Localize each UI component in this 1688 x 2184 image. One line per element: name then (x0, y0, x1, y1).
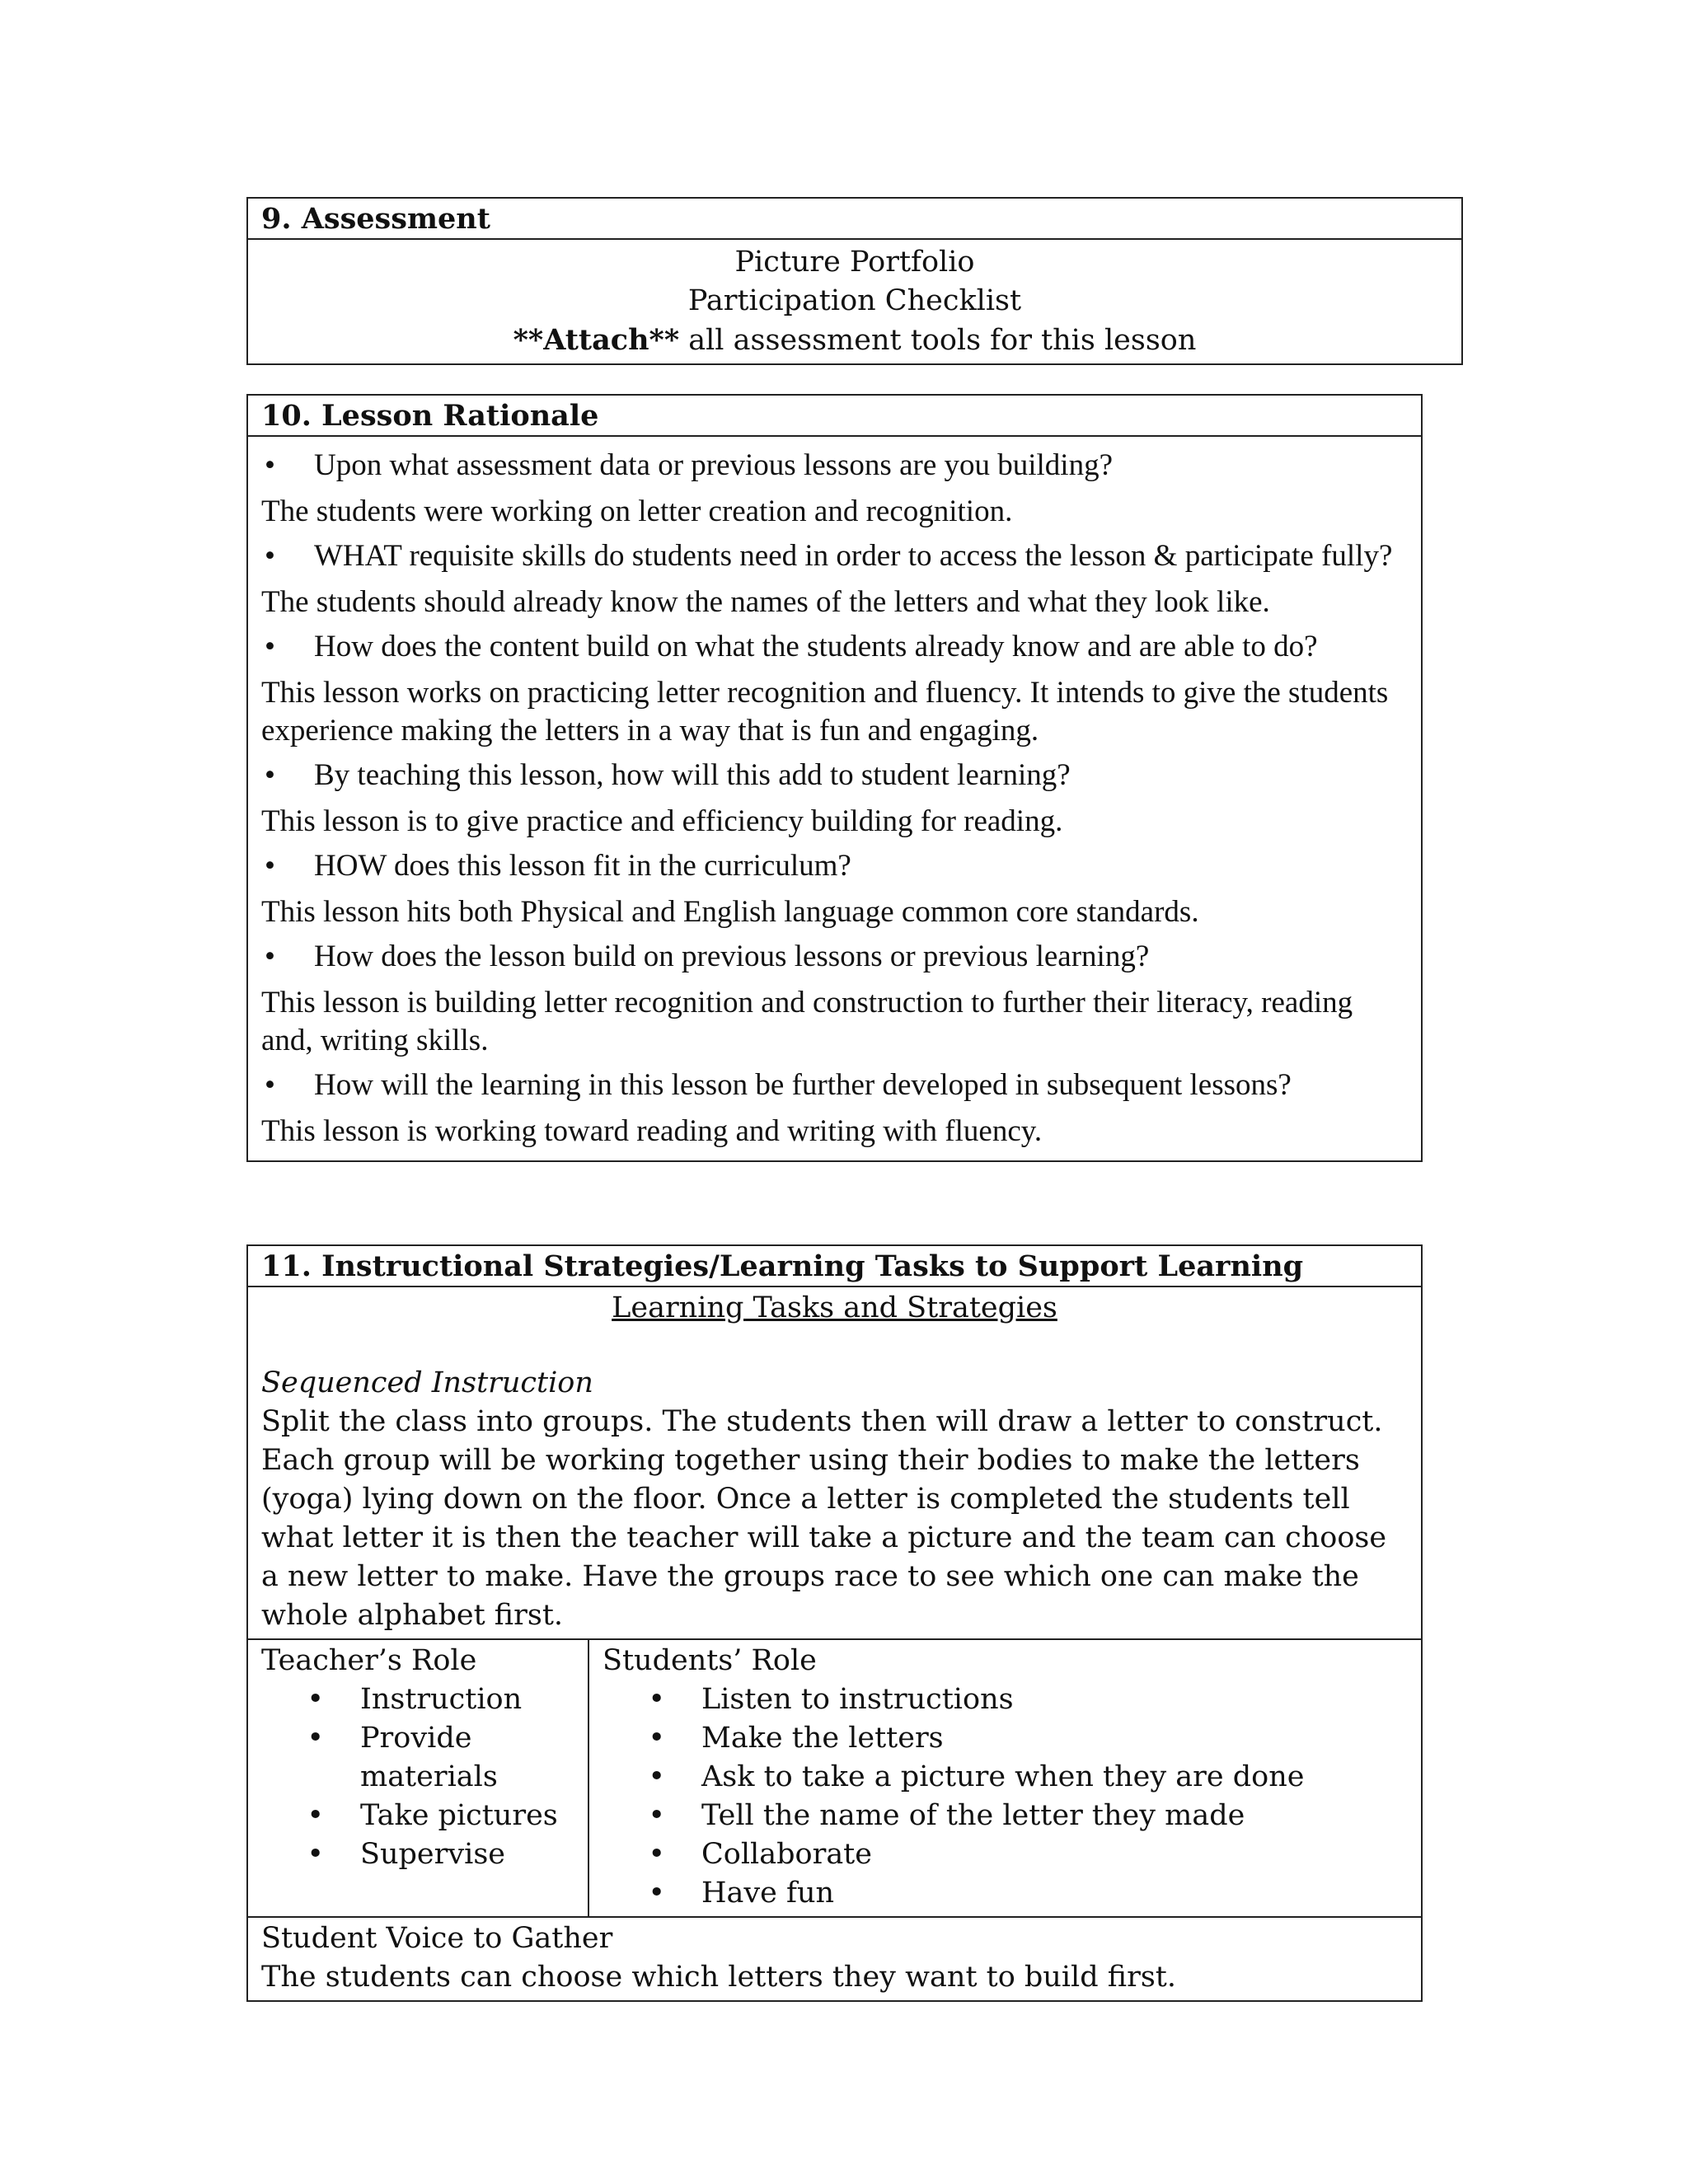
rationale-question (261, 757, 1408, 794)
list-item (603, 1719, 1408, 1758)
list-item-text: Tell the name of the letter they made (701, 1799, 1245, 1832)
rationale-question (261, 628, 1408, 666)
bullet-icon: • (265, 630, 275, 663)
rationale-answer: This lesson hits both Physical and English language common core standards. (261, 895, 1199, 929)
question-text: Upon what assessment data or previous lessons are you building? (314, 448, 1114, 482)
teacher-role-title: Teacher’s Role (261, 1644, 477, 1677)
rationale-question (261, 447, 1408, 485)
students-role-list (603, 1680, 1408, 1913)
question-text: How does the lesson build on previous lessons or previous learning? (314, 940, 1150, 973)
students-role-title: Students’ Role (603, 1644, 817, 1677)
strategies-section (246, 1244, 1423, 2002)
rationale-question (261, 847, 1408, 885)
teacher-role-list (261, 1680, 574, 1874)
list-item (603, 1874, 1408, 1913)
list-item (603, 1797, 1408, 1835)
list-item (261, 1680, 574, 1719)
bullet-icon: • (265, 448, 275, 482)
list-item-text: Take pictures (360, 1799, 558, 1832)
list-item (261, 1797, 574, 1835)
student-voice-text: The students can choose which letters they want to build first. (261, 1961, 1176, 1994)
bullet-icon: • (648, 1877, 665, 1910)
teacher-role-cell (247, 1639, 588, 1917)
list-item (261, 1719, 574, 1797)
student-voice-cell (247, 1917, 1422, 2001)
rationale-answer: This lesson is building letter recognition and construction to further their literacy, reading and, writing skills. (261, 986, 1353, 1057)
list-item-text: Supervise (360, 1838, 506, 1871)
bullet-icon: • (307, 1838, 324, 1871)
bullet-icon: • (648, 1799, 665, 1832)
question-text: How does the content build on what the students already know and are able to do? (314, 630, 1318, 663)
rationale-section (246, 394, 1423, 1162)
question-text: How will the learning in this lesson be further developed in subsequent lessons? (314, 1068, 1292, 1102)
list-item-text: Listen to instructions (701, 1683, 1014, 1716)
bullet-icon: • (307, 1683, 324, 1716)
assessment-line-participation-checklist: Participation Checklist (687, 284, 1022, 317)
rationale-body (247, 436, 1422, 1161)
assessment-heading: 9. Assessment (247, 198, 1462, 239)
attach-emphasis: **Attach** (513, 323, 680, 357)
rationale-answer: The students should already know the names of the letters and what they look like. (261, 585, 1270, 619)
bullet-icon: • (265, 758, 275, 792)
list-item-text: Ask to take a picture when they are done (701, 1760, 1305, 1793)
list-item (603, 1835, 1408, 1874)
bullet-icon: • (648, 1722, 665, 1755)
rationale-answer: The students were working on letter creation and recognition. (261, 494, 1013, 528)
strategies-heading: 11. Instructional Strategies/Learning Tasks to Support Learning (247, 1245, 1422, 1286)
rationale-answer: This lesson is working toward reading and writing with fluency. (261, 1114, 1043, 1148)
bullet-icon: • (648, 1683, 665, 1716)
assessment-attach-line (256, 321, 1453, 360)
list-item-text: Collaborate (701, 1838, 872, 1871)
bullet-icon: • (265, 940, 275, 973)
bullet-icon: • (307, 1722, 324, 1755)
bullet-icon: • (265, 1068, 275, 1102)
attach-text: all assessment tools for this lesson (679, 324, 1197, 357)
bullet-icon: • (307, 1799, 324, 1832)
assessment-section (246, 197, 1463, 365)
student-voice-title: Student Voice to Gather (261, 1922, 613, 1955)
list-item-text: Make the letters (701, 1722, 944, 1755)
rationale-question (261, 938, 1408, 976)
rationale-question (261, 537, 1408, 575)
assessment-body (247, 239, 1462, 364)
bullet-icon: • (648, 1838, 665, 1871)
strategies-subheading: Learning Tasks and Strategies (612, 1291, 1057, 1324)
rationale-question (261, 1066, 1408, 1104)
sequenced-instruction-text: Split the class into groups. The students then will draw a letter to construct. Each group will be working together using their bodies to make the letters (yoga) lying down on the floor. Once a letter is completed the students tell what letter it is then the teacher will take a picture and the team can choose a new letter to make. Have the groups race to see which one can make the whole alphabet first. (261, 1405, 1387, 1632)
students-role-cell (588, 1639, 1422, 1917)
assessment-line-picture-portfolio: Picture Portfolio (734, 246, 975, 279)
list-item (603, 1680, 1408, 1719)
list-item (261, 1835, 574, 1874)
list-item-text: Provide materials (360, 1722, 498, 1793)
bullet-icon: • (265, 849, 275, 883)
list-item-text: Instruction (360, 1683, 523, 1716)
rationale-answer: This lesson works on practicing letter recognition and fluency. It intends to give the students experience making the letters in a way that is fun and engaging. (261, 676, 1389, 748)
bullet-icon: • (648, 1760, 665, 1793)
list-item (603, 1758, 1408, 1797)
question-text: HOW does this lesson fit in the curriculum? (314, 849, 851, 883)
sequenced-instruction-label: Sequenced Instruction (261, 1366, 593, 1399)
bullet-icon: • (265, 539, 275, 573)
rationale-heading: 10. Lesson Rationale (247, 395, 1422, 436)
list-item-text: Have fun (701, 1877, 835, 1910)
rationale-answer: This lesson is to give practice and efficiency building for reading. (261, 804, 1063, 838)
question-text: WHAT requisite skills do students need in order to access the lesson & participate fully? (314, 539, 1393, 573)
question-text: By teaching this lesson, how will this add to student learning? (314, 758, 1071, 792)
strategies-description (247, 1286, 1422, 1639)
